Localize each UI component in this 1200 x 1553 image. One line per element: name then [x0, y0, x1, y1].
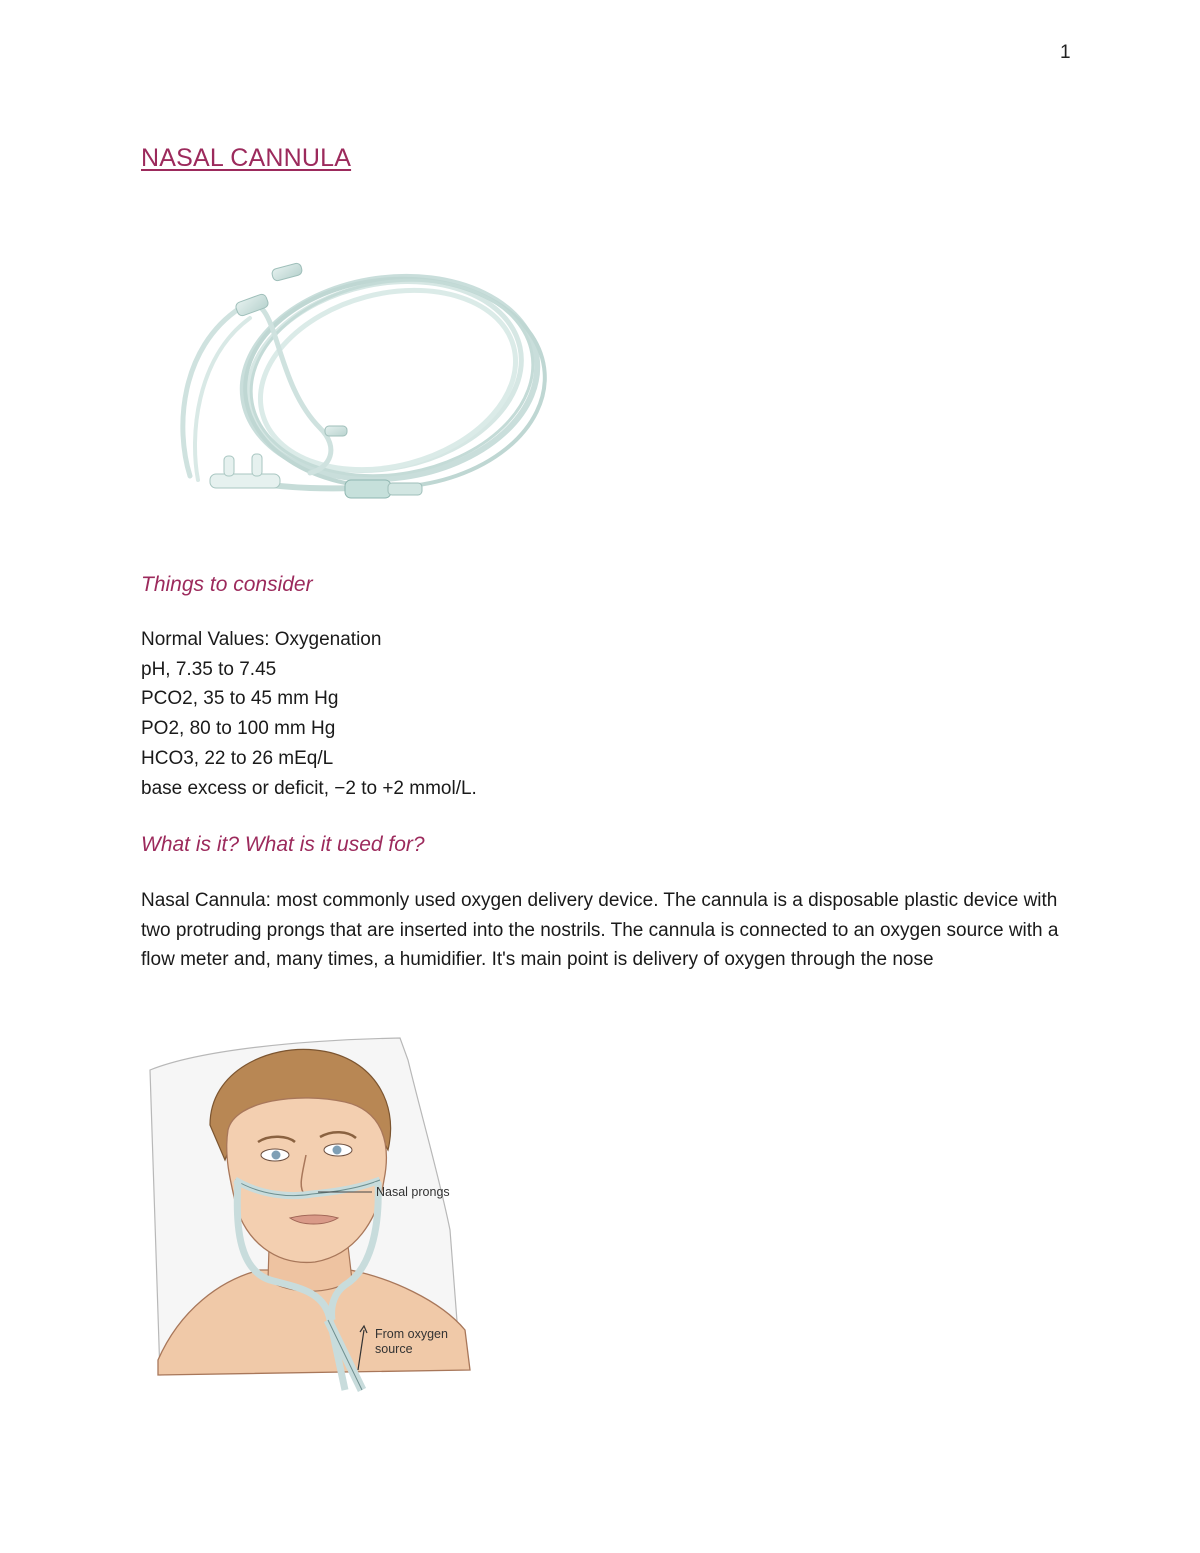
- description-paragraph: Nasal Cannula: most commonly used oxygen delivery device. The cannula is a disposable plastic device with two protruding prongs that are inserted into the nostrils. The cannula is connected to an oxygen source with a flow meter and, many times, a humidifier. It's main point is delivery of oxygen through the nose: [141, 890, 1059, 970]
- list-item: Normal Values: Oxygenation: [141, 629, 382, 650]
- list-item: pH, 7.35 to 7.45: [141, 658, 277, 680]
- label-from-oxygen: From oxygen: [375, 1327, 448, 1341]
- label-source: source: [375, 1342, 413, 1356]
- list-item: PO2, 80 to 100 mm Hg: [141, 718, 336, 740]
- section-heading-things-to-consider: Things to consider: [141, 573, 313, 596]
- list-item: PCO2, 35 to 45 mm Hg: [141, 688, 339, 710]
- list-item: HCO3, 22 to 26 mEq/L: [141, 747, 334, 769]
- section-heading-what-is-it: What is it? What is it used for?: [141, 833, 425, 856]
- patient-illustration: [140, 1030, 480, 1400]
- page-title: NASAL CANNULA: [141, 144, 352, 172]
- page-number: 1: [1060, 42, 1071, 63]
- list-item: base excess or deficit, −2 to +2 mmol/L.: [141, 777, 477, 799]
- label-nasal-prongs: Nasal prongs: [376, 1185, 450, 1199]
- normal-values-list: [141, 625, 477, 803]
- nasal-cannula-photo: [160, 228, 560, 528]
